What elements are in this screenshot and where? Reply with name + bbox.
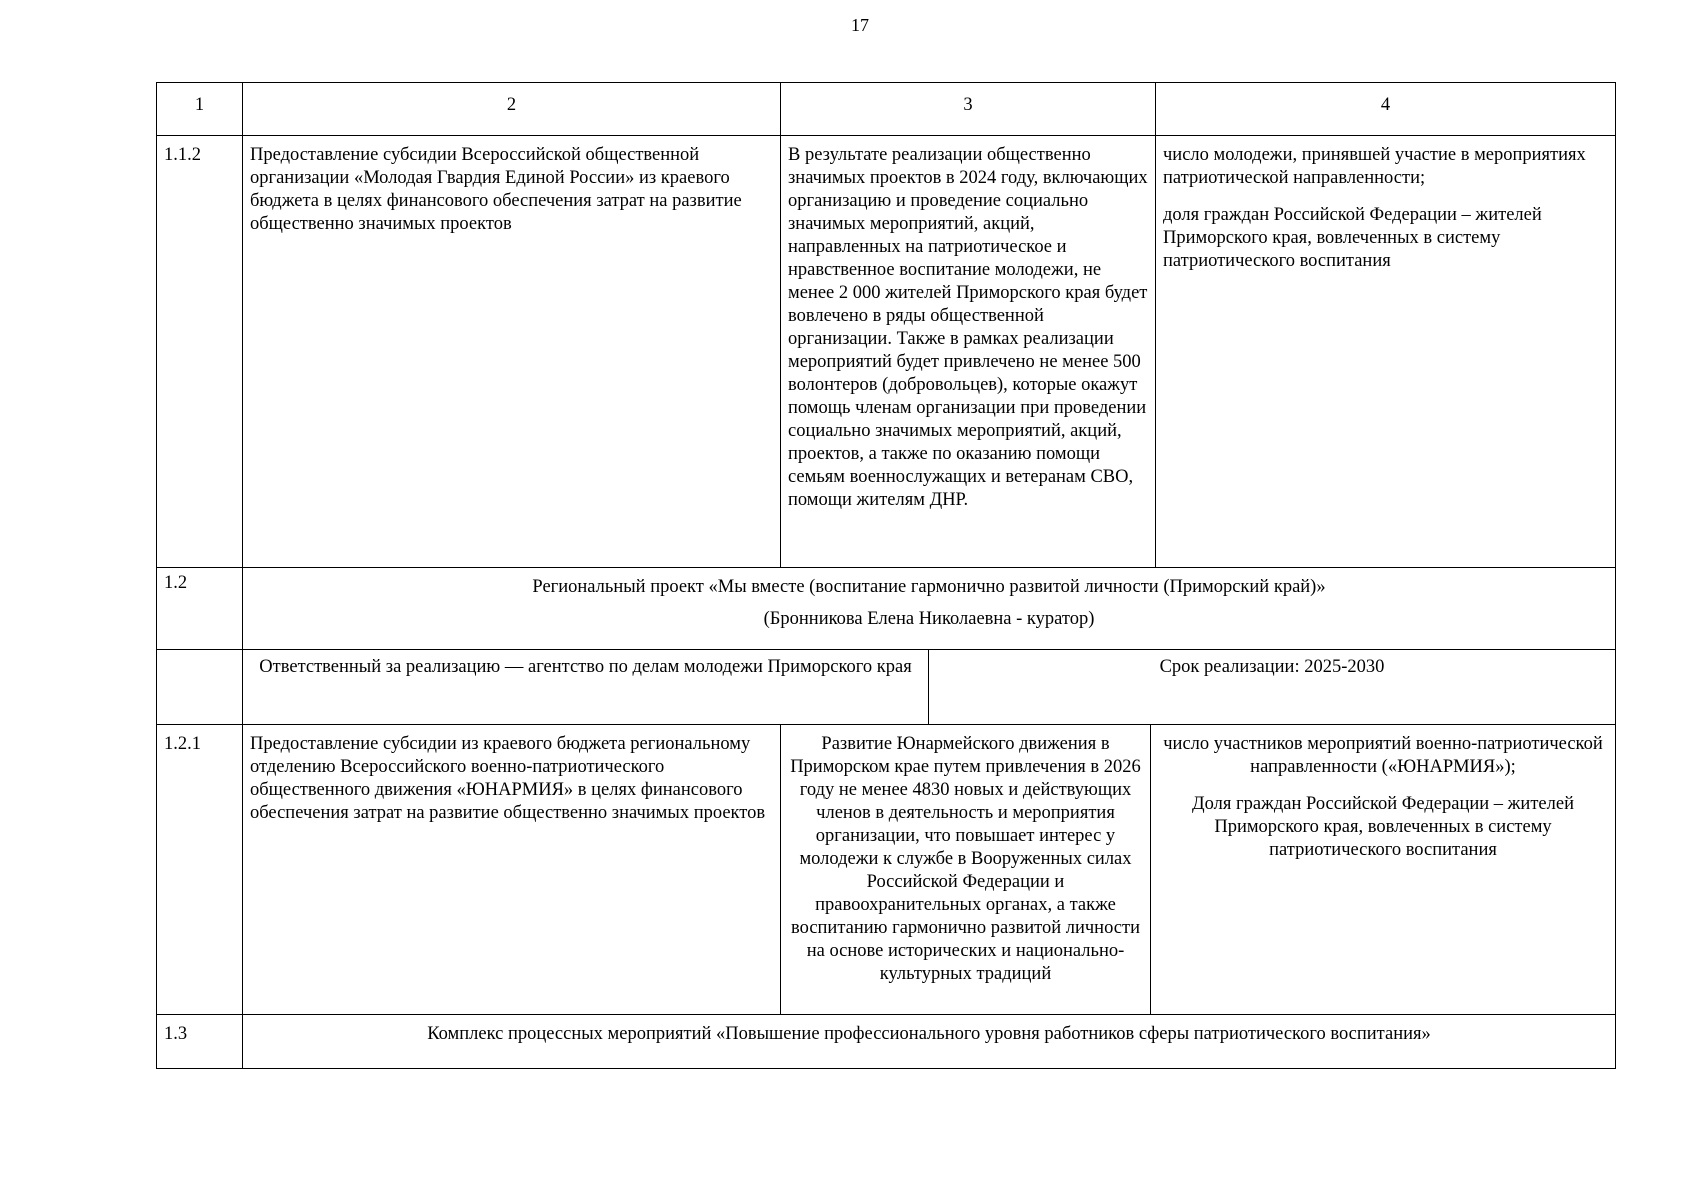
header-col-3: 3: [780, 83, 1155, 135]
row-number: 1.2: [164, 573, 188, 593]
indicators: [1155, 136, 1615, 567]
expected-result: Развитие Юнармейского движения в Приморском крае путем привлечения в 2026 году не менее 4830 новых и действующих членов в деятельность и мероприятия организации, что повышает интерес у молодежи к службе в Вооруженных силах Российской Федерации и правоохранительных органах, а также воспитанию гармонично развитой личности на основе исторических и национально-культурных традиций: [780, 725, 1150, 1014]
responsible-executor: Ответственный за реализацию — агентство по делам молодежи Приморского края: [242, 650, 928, 724]
table-row: [156, 568, 1616, 650]
row-number: 1.2.1: [164, 734, 201, 754]
table-row: [156, 136, 1616, 568]
indicator-text: число молодежи, принявшей участие в мероприятиях патриотической направленности;: [1163, 145, 1586, 188]
project-title: Региональный проект «Мы вместе (воспитание гармонично развитой личности (Приморский край)»: [532, 577, 1326, 597]
empty-cell: [157, 650, 242, 724]
measure-name: Предоставление субсидии Всероссийской общественной организации «Молодая Гвардия Единой России» из краевого бюджета в целях финансового обеспечения затрат на развитие общественно значимых проектов: [242, 136, 780, 567]
section-title: [242, 568, 1615, 649]
header-col-4: 4: [1155, 83, 1615, 135]
expected-result: В результате реализации общественно значимых проектов в 2024 году, включающих организацию и проведение социально значимых мероприятий, акций, направленных на патриотическое и нравственное воспитание молодежи, не менее 2 000 жителей Приморского края будет вовлечено в ряды общественной организации. Также в рамках реализации мероприятий будет привлечено не менее 500 волонтеров (добровольцев), которые окажут помощь членам организации при проведении социально значимых мероприятий, акций, проектов, а также по оказанию помощи семьям военнослужащих и ветеранам СВО, помощи жителям ДНР.: [780, 136, 1155, 567]
table-row: [156, 650, 1616, 725]
indicator-text: число участников мероприятий военно-патриотической направленности («ЮНАРМИЯ»);: [1163, 734, 1603, 777]
indicator-text: Доля граждан Российской Федерации – жителей Приморского края, вовлеченных в систему патриотического воспитания: [1192, 794, 1574, 860]
measure-name: Предоставление субсидии из краевого бюджета региональному отделению Всероссийского военно-патриотического общественного движения «ЮНАРМИЯ» в целях финансового обеспечения затрат на развитие общественно значимых проектов: [242, 725, 780, 1014]
row-number: 1.1.2: [164, 145, 201, 165]
table-row: [156, 725, 1616, 1015]
table-header-row: [156, 82, 1616, 136]
project-curator: (Бронникова Елена Николаевна - куратор): [763, 609, 1095, 629]
implementation-term: Срок реализации: 2025-2030: [928, 650, 1615, 724]
measures-table: [156, 82, 1616, 1069]
section-title: Комплекс процессных мероприятий «Повышение профессионального уровня работников сферы патриотического воспитания»: [242, 1015, 1615, 1068]
indicators: [1150, 725, 1615, 1014]
indicator-text: доля граждан Российской Федерации – жителей Приморского края, вовлеченных в систему патриотического воспитания: [1163, 205, 1542, 271]
row-number: 1.3: [164, 1024, 188, 1044]
page-number: 17: [851, 15, 869, 35]
header-col-1: 1: [194, 95, 205, 115]
table-row: [156, 1015, 1616, 1069]
header-col-2: 2: [242, 83, 780, 135]
